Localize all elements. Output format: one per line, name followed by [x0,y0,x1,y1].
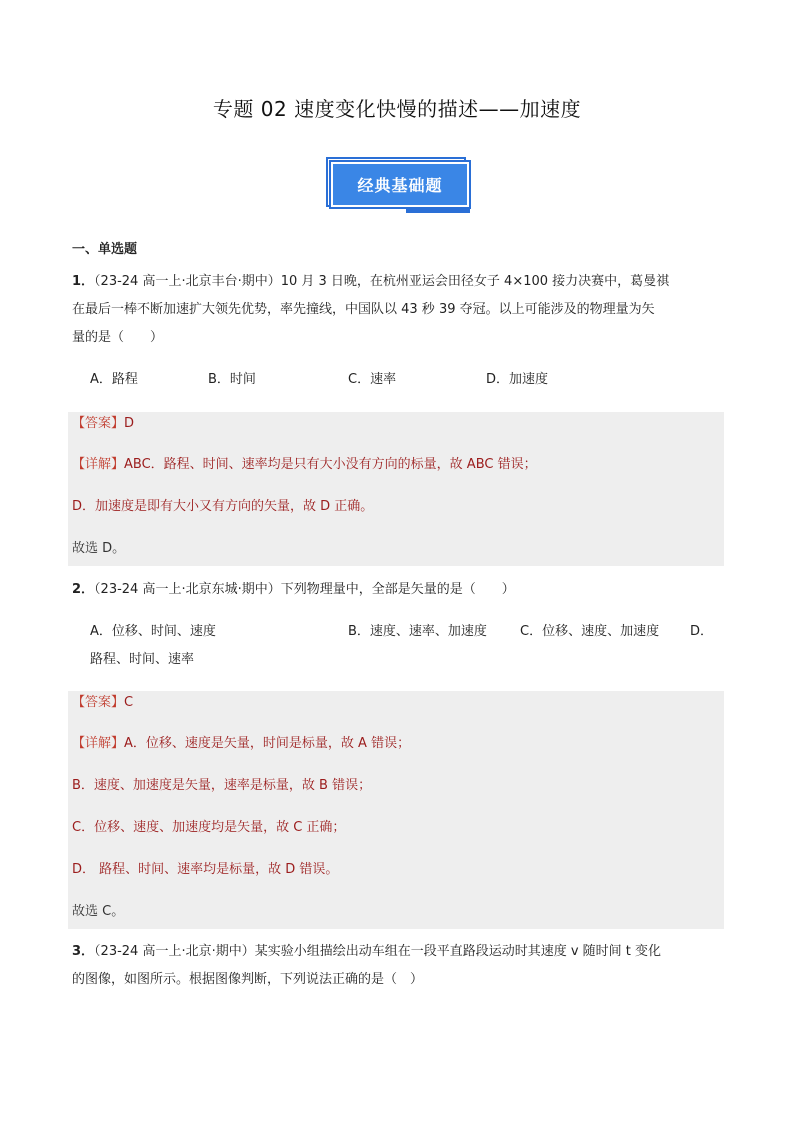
detail-text: ABC．路程、时间、速率均是只有大小没有方向的标量，故 ABC 错误； [124,457,537,472]
answer-line [72,693,133,713]
question-3 [72,938,724,994]
question-1 [72,268,724,352]
question-line: 量的是（ ） [72,330,164,345]
answer-value: C [124,695,134,710]
option-c: C．速率 [348,372,397,387]
answer-line [72,414,134,434]
option-c: C．位移、速度、加速度 [520,624,660,639]
detail-tag: 【详解】 [72,457,125,472]
page-title: 专题 02 速度变化快慢的描述——加速度 [212,97,582,121]
conclusion: 故选 C。 [72,904,125,919]
question-line: 的图像，如图所示。根据图像判断，下列说法正确的是（ ） [72,972,424,987]
section-heading: 一、单选题 [72,242,138,257]
detail-line: D． 路程、时间、速率均是标量，故 D 错误。 [72,862,339,877]
answer-tag: 【答案】 [72,695,125,710]
detail-tag: 【详解】 [72,736,125,751]
options-1 [90,366,724,394]
option-d: D．加速度 [486,372,549,387]
detail-line [72,734,410,754]
question-line [72,576,724,604]
option-a: A．路程 [90,372,138,387]
answer-value: D [124,416,135,431]
banner-label: 经典基础题 [331,162,469,207]
question-number: 1． [72,274,95,289]
option-d-text: 路程、时间、速率 [90,652,195,667]
answer-tag: 【答案】 [72,416,125,431]
question-line: 在最后一棒不断加速扩大领先优势，率先撞线，中国队以 43 秒 39 夺冠。以上可能涉及的物理量为矢 [72,302,655,317]
detail-line: C．位移、速度、加速度均是矢量，故 C 正确； [72,820,346,835]
conclusion: 故选 D。 [72,541,126,556]
question-line [72,938,724,966]
banner-underline [406,209,470,213]
detail-text: A．位移、速度是矢量，时间是标量，故 A 错误； [124,736,411,751]
section-banner [326,157,471,213]
question-text: （23-24 高一上·北京东城·期中）下列物理量中，全部是矢量的是（ ） [94,582,515,597]
options-2 [90,618,724,674]
answer-box-1 [68,412,724,566]
question-number: 3． [72,944,95,959]
option-b: B．速度、速率、加速度 [348,624,487,639]
question-number: 2． [72,582,95,597]
option-d: D． [690,624,714,639]
question-line [72,268,724,296]
option-b: B．时间 [208,372,256,387]
answer-box-2 [68,691,724,929]
detail-line: B．速度、加速度是矢量，速率是标量，故 B 错误； [72,778,372,793]
option-a: A．位移、时间、速度 [90,624,216,639]
detail-line: D．加速度是即有大小又有方向的矢量，故 D 正确。 [72,499,374,514]
detail-line [72,455,537,475]
question-2 [72,576,724,604]
question-text: （23-24 高一上·北京丰台·期中）10 月 3 日晚，在杭州亚运会田径女子 4×100 接力决赛中，葛曼祺 [94,274,670,289]
question-text: （23-24 高一上·北京·期中）某实验小组描绘出动车组在一段平直路段运动时其速度 v 随时间 t 变化 [94,944,662,959]
